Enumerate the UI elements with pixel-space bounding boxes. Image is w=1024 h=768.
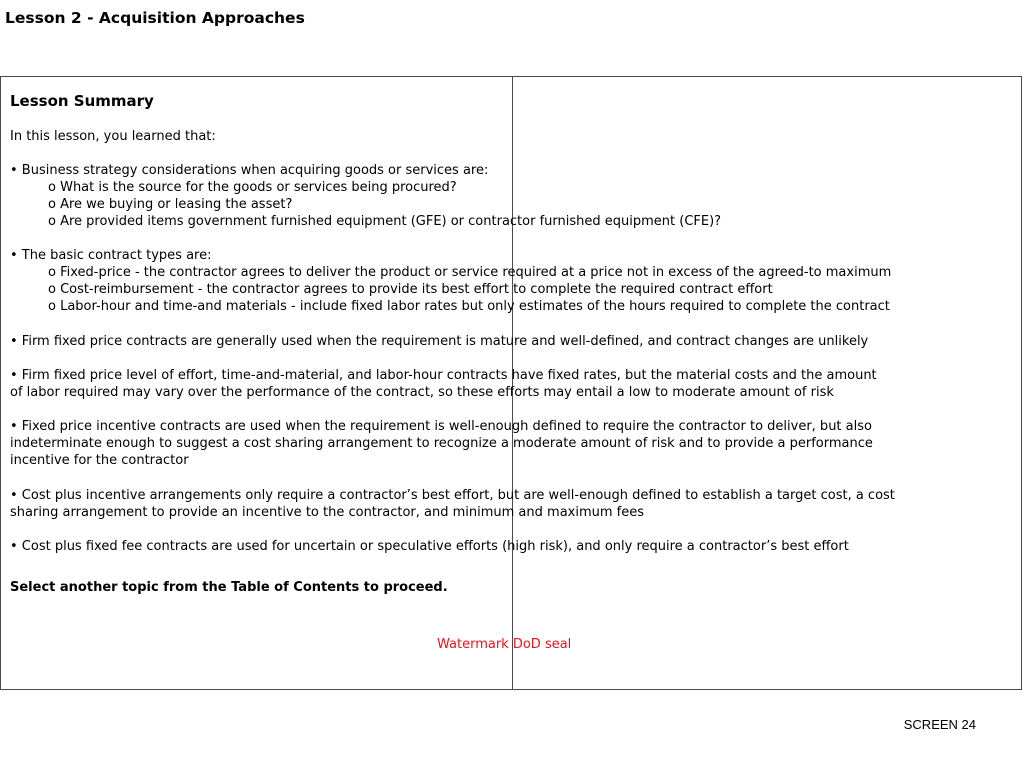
bullet-firm-fixed-price: • Firm fixed price contracts are generally used when the requirement is mature and well-defined, and contract changes are unlikely (10, 334, 869, 349)
sub-bullet-cost-reimbursement: o Cost-reimbursement - the contractor agrees to provide its best effort to complete the required contract effort (48, 282, 773, 297)
bullet-cost-plus-incentive-line1: • Cost plus incentive arrangements only require a contractor’s best effort, but are well-enough defined to establish a target cost, a cost (10, 488, 895, 503)
closing-instruction: Select another topic from the Table of Contents to proceed. (10, 580, 448, 595)
bullet-fixed-price-incentive-line3: incentive for the contractor (10, 453, 189, 468)
bullet-contract-types: • The basic contract types are: (10, 248, 212, 263)
bullet-fixed-price-incentive-line1: • Fixed price incentive contracts are used when the requirement is well-enough defined to require the contractor to deliver, but also (10, 419, 872, 434)
sub-bullet-buy-lease: o Are we buying or leasing the asset? (48, 197, 293, 212)
sub-bullet-source: o What is the source for the goods or services being procured? (48, 180, 457, 195)
bullet-level-of-effort-line2: of labor required may vary over the performance of the contract, so these efforts may entail a low to moderate amount of risk (10, 385, 834, 400)
bullet-level-of-effort-line1: • Firm fixed price level of effort, time-and-material, and labor-hour contracts have fixed rates, but the material costs and the amount (10, 368, 877, 383)
bullet-strategy: • Business strategy considerations when acquiring goods or services are: (10, 163, 489, 178)
sub-bullet-gfe-cfe: o Are provided items government furnished equipment (GFE) or contractor furnished equipment (CFE)? (48, 214, 722, 229)
bullet-cost-plus-incentive-line2: sharing arrangement to provide an incentive to the contractor, and minimum and maximum fees (10, 505, 645, 520)
watermark-note: Watermark DoD seal (437, 637, 572, 652)
summary-heading: Lesson Summary (10, 92, 154, 110)
bullet-cost-plus-fixed-fee: • Cost plus fixed fee contracts are used for uncertain or speculative efforts (high risk), and only require a contractor’s best effort (10, 539, 849, 554)
summary-intro: In this lesson, you learned that: (10, 129, 216, 144)
sub-bullet-labor-hour: o Labor-hour and time-and materials - include fixed labor rates but only estimates of the hours required to complete the contract (48, 299, 890, 314)
lesson-title: Lesson 2 - Acquisition Approaches (5, 9, 305, 27)
sub-bullet-fixed-price: o Fixed-price - the contractor agrees to deliver the product or service required at a price not in excess of the agreed-to maximum (48, 265, 892, 280)
bullet-fixed-price-incentive-line2: indeterminate enough to suggest a cost sharing arrangement to recognize a moderate amount of risk and to provide a performance (10, 436, 873, 451)
screen-number: SCREEN 24 (903, 717, 976, 732)
